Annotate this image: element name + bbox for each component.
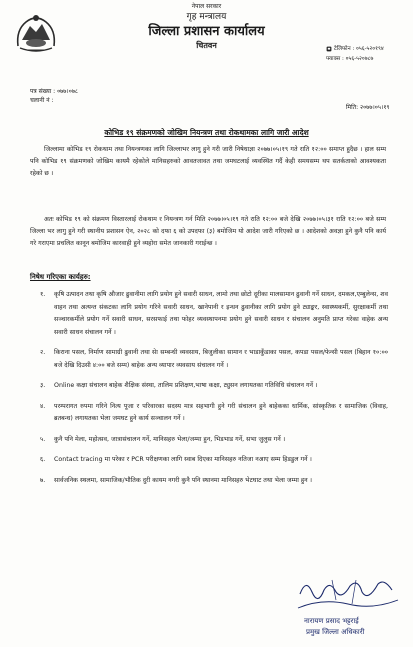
item-text: परम्परागत रुपमा गरिने नित्य पूजा र परिवारका सदस्य मात्र सहभागी हुने गरी संचालन हुने बाहेकका धार्मिक, सांस्कृतिक र सामाजिक (विवाह, ब्रतबन्ध) लगायतका भेला जमघट हुने कार्य सञ्चालन गर्ने । — [54, 402, 388, 422]
signatory-title: प्रमुख जिल्ला अधिकारी — [306, 628, 365, 636]
item-text: Online कक्षा संचालन बाहेक शैक्षिक संस्था, तालिम प्रशिक्षण,भाषा कक्षा, ट्युसन लगायतका गतिविधि संचालन गर्ने । — [54, 382, 318, 389]
signatory-name: नारायण प्रसाद भट्टराई — [304, 617, 359, 625]
phone-icon — [326, 46, 332, 52]
intro-paragraph: जिल्लामा कोभिड १९ रोकथाम तथा नियन्त्रणका लागि जिल्लाभर लागु हुने गरी जारी निषेधाज्ञा २०७७।०५।१९ गते राति १२:०० समाप्त हुदैछ । हाल सम्म पनि कोभिड १९ संक्रमणको जोखिम कायमै रहेकोले मानिसहरुको आवतजावत तथा जमघटलाई व्यवस्थित गर्दै केही समयसम्म थप सतर्कताको आवश्यकता रहेको छ । — [30, 146, 386, 177]
government-label: नेपाल सरकार — [191, 3, 222, 10]
item-number: ३. — [40, 382, 46, 389]
item-number: २. — [40, 349, 46, 356]
list-item — [30, 380, 388, 393]
item-text: कृषि उत्पादन तथा कृषि औजार ढुवानीमा लागि प्रयोग हुने सवारी साधन, लामो तथा छोटो दूरीका मालसामान ढुवानी गर्ने साधन, दमकल,एम्बुलेन्स, शव वाहन तथा अत्यन्त संकटका लागि प्रयोग गरिने सवारी साधन, खानेपानी र इन्धन ढुवानीका लागि प्रयोग हुने ट्याङ्कर, स्वास्थ्यकर्मी, सुरक्षाकर्मी तथा सञ्चारकर्मीले प्रयोग गर्ने सवारी साधन, सरसफाई तथा फोहर व्यवस्थापनमा प्रयोग हुने सवारी साधन र संचालन अनुमति प्राप्त गरेका वाहेक अन्य सवारी साधन संचालन गर्ने । — [54, 291, 388, 336]
reference-block — [30, 87, 78, 105]
list-item — [30, 434, 388, 447]
item-text: Contact tracing मा परेका र PCR परीक्षणका लागि स्वाब दिएका मानिसहरु नतिजा नआए सम्म हिडडुल गर्ने । — [54, 456, 312, 463]
order-paragraph: अतः कोभिड १९ को संक्रमण विस्तारलाई रोकथाम र नियन्त्रण गर्न मिति २०७७।०५।१९ गते राति १२:०० बजे देखि २०७७।०५।३१ राति १२:०० बजे सम्म जिल्ला भर लागु हुने गरी स्थानीय प्रशासन ऐन, २०२८ को दफा ६ को उपदफा (३) बमोजिम यो आदेश जारी गरिएको छ । आदेशको अवज्ञा हुने कुनै पनि कार्य गरे गराएमा प्रचलित कानून बमोजिम कारवाही हुने व्यहोरा समेत जानकारी गराईन्छ । — [30, 216, 386, 247]
item-text: किराना पसल, निर्माण सामाग्री ढुवानी तथा सेा सम्बन्धी व्यवसाय, बिजुलीका सामान र भाडाकुँडाका पसल, कपडा पसल/फेन्सी पसल (बिहान १०:०० बजे देखि दिउसी ४:०० बजे सम्म) बाहेक अन्य व्यापार व्यवसाय संचालन गर्ने । — [54, 349, 388, 369]
prohibited-list — [30, 289, 388, 495]
list-item — [30, 347, 388, 372]
contact-info — [326, 44, 384, 64]
phone-number: टेलिफोन : ०५६-५२०१९४ — [334, 46, 384, 52]
item-number: १. — [40, 291, 46, 298]
item-text: कुनै पनि मेला, महोत्सव, जात्रासंचालन गर्ने, मानिसहरु भेला/जम्मा हुन, भिडभाड गर्ने, सभा जुलुस गर्ने । — [54, 435, 286, 443]
letter-date: मिति: २०७७।०५।१९ — [346, 104, 390, 111]
item-number: ६. — [40, 456, 46, 463]
letter-number: पत्र संख्या : ०७७।०७८ — [30, 88, 79, 95]
ministry-label: गृह मन्त्रालय — [186, 12, 227, 22]
list-item — [30, 401, 388, 426]
dispatch-number: चलानी नं : — [30, 97, 54, 104]
item-text: सार्वजनिक स्थलमा, सामाजिक/भौतिक दुरी कायम नगरी कुनै पनि स्थानमा मानिसहरु भेटघाट तथा भेला जम्मा हुन । — [54, 476, 313, 484]
list-item — [30, 289, 388, 339]
handwritten-signature — [292, 574, 404, 614]
item-number: ४. — [40, 402, 46, 410]
office-title: जिल्ला प्रशासन कार्यालय — [148, 24, 265, 39]
fax-number: फ्याक्स : ०५६-५२०७८७ — [326, 56, 374, 62]
signature-block — [292, 574, 404, 642]
subject-heading: कोभिड १९ संक्रमणको जोखिम नियन्त्रण तथा रोकथामका लागि जारी आदेश — [104, 128, 309, 137]
list-item — [30, 454, 388, 467]
section-title: निषेध गरिएका कार्यहरु: — [30, 273, 91, 281]
item-number: ७. — [40, 476, 46, 484]
list-item — [30, 475, 388, 488]
city-label: चितवन — [196, 41, 217, 50]
item-number: ५. — [40, 435, 46, 443]
